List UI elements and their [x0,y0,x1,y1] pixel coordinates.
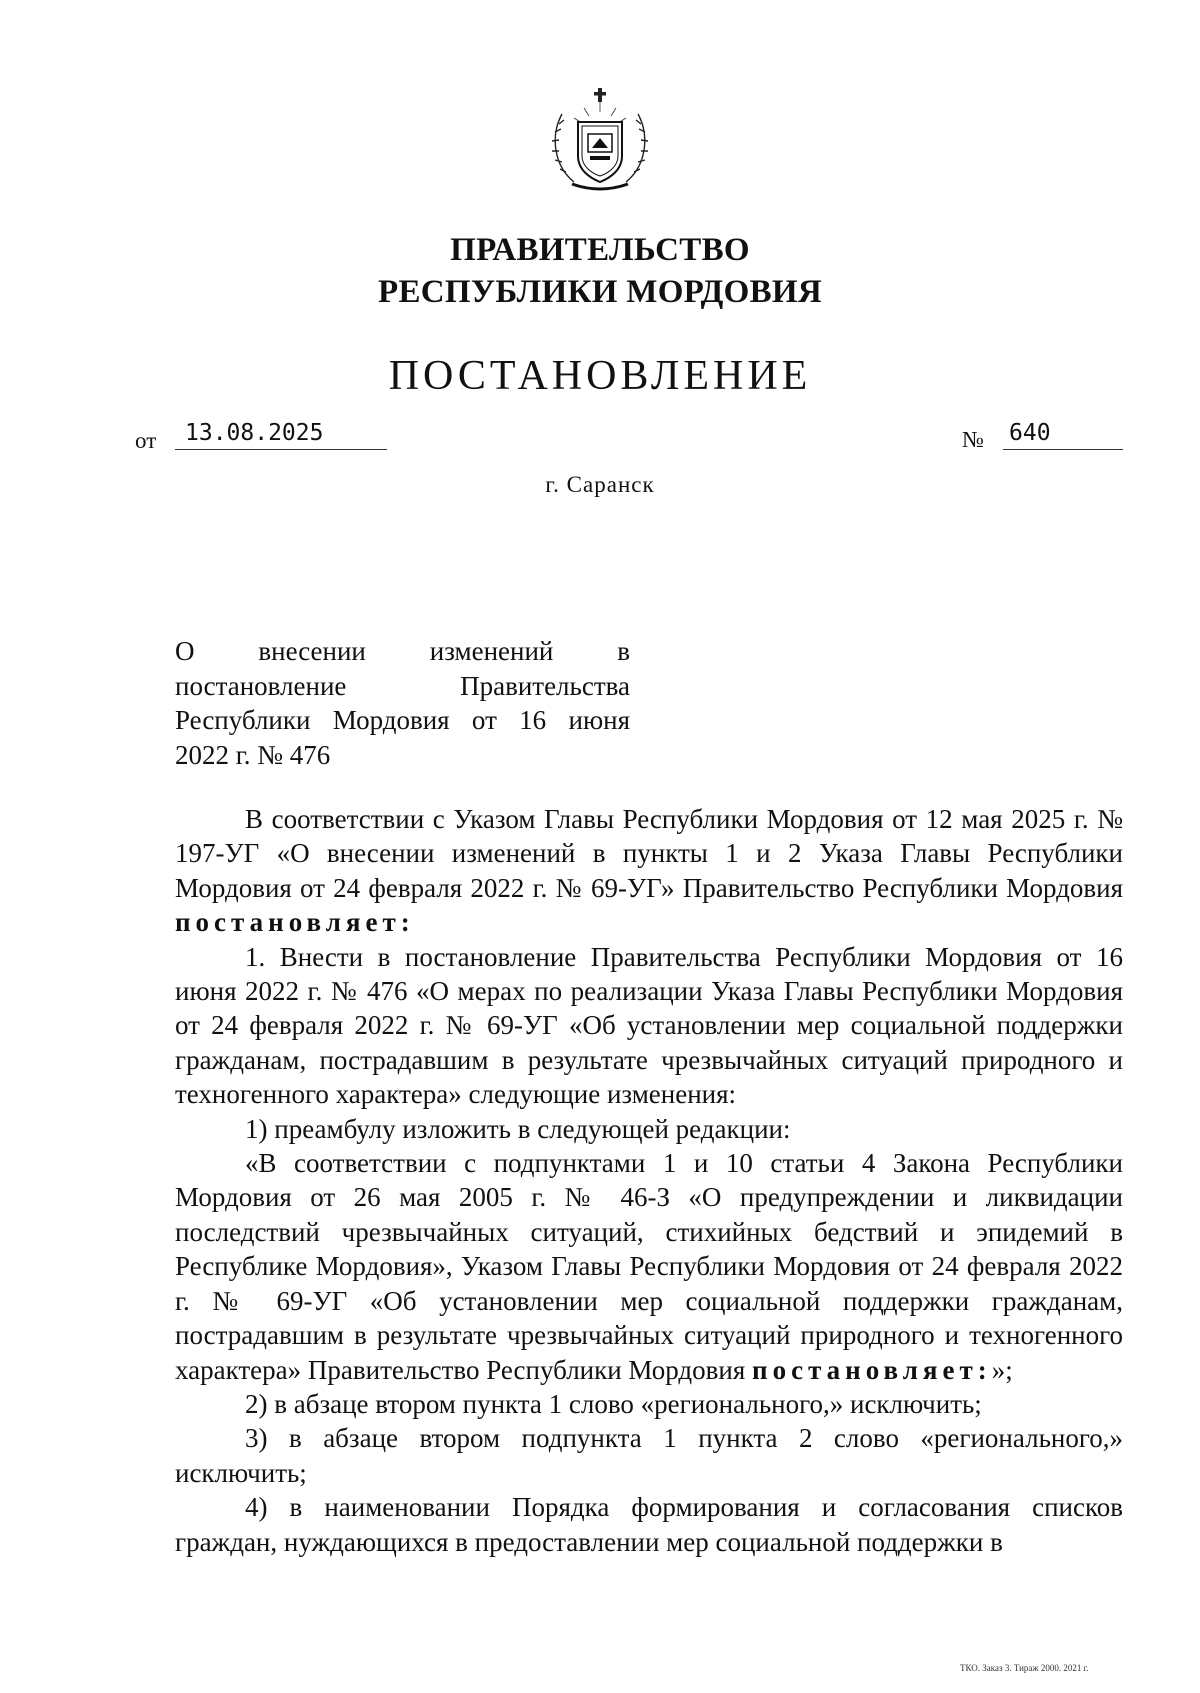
paragraph-subitem-2: 2) в абзаце втором пункта 1 слово «регионального,» исключить; [245,1388,982,1419]
paragraph-subitem-3: 3) в абзаце втором подпункта 1 пункта 2 слово «регионального,» исключить; [175,1423,1123,1488]
document-number: 640 [1003,420,1123,450]
paragraph-subitem-4: 4) в наименовании Порядка формирования и согласования списков граждан, нуждающихся в предоставлении мер социальной поддержки в [175,1492,1123,1557]
paragraph-text: «В соответствии с подпунктами 1 и 10 статьи 4 Закона Республики Мордовия от 26 мая 2005 г. № 46-З «О предупреждении и ликвидации последствий чрезвычайных ситуаций, стихийных бедствий и эпидемий в Республике Мордовия», Указом Главы Республики Мордовия от 24 февраля 2022 г. № 69-УГ «Об установлении мер социальной поддержки гражданам, пострадавшим в результате чрезвычайных ситуаций природного и техногенного характера» Правительство Республики Мордовия [175,1148,1123,1385]
organization-title-line1: ПРАВИТЕЛЬСТВО [450,232,750,268]
number-prefix: № [962,427,984,452]
paragraph-preamble [175,802,1123,940]
subject-line: Республики Мордовия от 16 июня [175,705,630,735]
document-date: 13.08.2025 [175,420,387,450]
paragraph-item-1: 1. Внести в постановление Правительства Республики Мордовия от 16 июня 2022 г. № 476 «О мерах по реализации Указа Главы Республики Мордовия от 24 февраля 2022 г. № 69-УГ «Об установлении мер социальной поддержки гражданам, пострадавшим в результате чрезвычайных ситуаций природного и техногенного характера» следующие изменения: [175,941,1123,1110]
subject-line: О внесении изменений в [175,636,630,666]
subject-line: 2022 г. № 476 [175,739,331,770]
document-body [175,802,1123,1559]
document-type: ПОСТАНОВЛЕНИЕ [388,353,812,399]
date-prefix: от [135,428,157,453]
paragraph-tail: »; [991,1354,1013,1385]
organization-title-line2: РЕСПУБЛИКИ МОРДОВИЯ [377,274,822,310]
paragraph-quote [175,1146,1123,1387]
spaced-keyword: постановляет: [175,907,415,938]
city: г. Саранск [545,472,655,497]
paragraph-text: В соответствии с Указом Главы Республики Мордовия от 12 мая 2025 г. № 197-УГ «О внесении изменений в пункты 1 и 2 Указа Главы Республики Мордовия от 24 февраля 2022 г. № 69-УГ» Правительство Республики Мордовия [175,804,1123,903]
spaced-keyword: постановляет: [752,1354,992,1385]
paragraph-subitem-1: 1) преамбулу изложить в следующей редакции: [245,1113,791,1144]
print-footer: ТКО. Заказ 3. Тираж 2000. 2021 г. [960,1663,1089,1673]
subject-line: постановление Правительства [175,670,630,701]
coat-of-arms-emblem [544,86,656,198]
document-subject [175,634,630,772]
